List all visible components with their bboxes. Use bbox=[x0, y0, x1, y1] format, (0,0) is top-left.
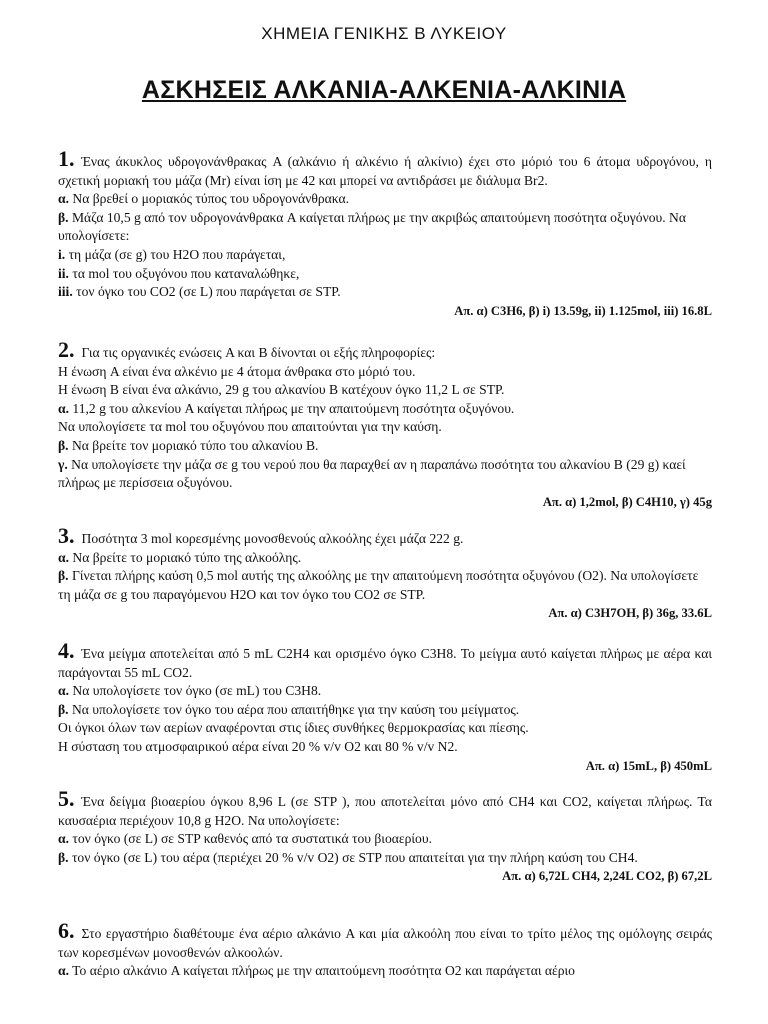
exercise-2-part-c: γ. Να υπολογίσετε την μάζα σε g του νερού που θα παραχθεί αν η παραπάνω ποσότητα του αλκανίου B (29 g) καεί πλήρως με περίσσεια οξυγόνου. bbox=[58, 456, 686, 491]
exercise-2-line-2: Η ένωση B είναι ένα αλκάνιο, 29 g του αλκανίου B κατέχουν όγκο 11,2 L σε STP. bbox=[58, 382, 505, 398]
exercise-1-answer: Απ. α) C3H6, β) i) 13.59g, ii) 1.125mol, iii) 16.8L bbox=[454, 303, 712, 318]
exercise-5 bbox=[58, 786, 712, 886]
exercise-2 bbox=[58, 337, 712, 511]
exercise-2-part-b: β. Να βρείτε τον μοριακό τύπο του αλκανίου B. bbox=[58, 437, 319, 453]
exercise-1-item-i: i. τη μάζα (σε g) του H2O που παράγεται, bbox=[58, 246, 286, 262]
exercise-number: 1. bbox=[58, 146, 75, 171]
exercise-number: 3. bbox=[58, 523, 75, 548]
exercise-4-part-a: α. Να υπολογίσετε τον όγκο (σε mL) του C3H8. bbox=[58, 683, 322, 699]
exercise-3-part-b: β. Γίνεται πλήρης καύση 0,5 mol αυτής της αλκοόλης με την απαιτούμενη ποσότητα οξυγόνου (O2). Να υπολογίσετε τη μάζα σε g του παραγόμενου H2O και τον όγκο του CO2 σε STP. bbox=[58, 568, 699, 602]
exercise-1-item-ii: ii. τα mol του οξυγόνου που καταναλώθηκε, bbox=[58, 265, 300, 281]
exercise-4-answer: Απ. α) 15mL, β) 450mL bbox=[585, 758, 712, 773]
exercise-6 bbox=[58, 918, 712, 981]
exercise-number: 6. bbox=[58, 918, 75, 943]
page-title: ΑΣΚΗΣΕΙΣ ΑΛΚΑΝΙΑ-ΑΛΚΕΝΙΑ-ΑΛΚΙΝΙΑ bbox=[141, 76, 627, 104]
exercise-4-part-b: β. Να υπολογίσετε τον όγκο του αέρα που απαιτήθηκε για την καύση του μείγματος. bbox=[58, 701, 520, 717]
exercise-1-part-a: α. Να βρεθεί ο μοριακός τύπος του υδρογονάνθρακα. bbox=[58, 191, 350, 207]
exercise-3-intro: 3. Ποσότητα 3 mol κορεσμένης μονοσθενούς αλκοόλης έχει μάζα 222 g. bbox=[58, 523, 464, 548]
exercise-3-answer: Απ. α) C3H7OH, β) 36g, 33.6L bbox=[548, 606, 712, 621]
exercise-3-part-a: α. Να βρείτε το μοριακό τύπο της αλκοόλης. bbox=[58, 549, 302, 565]
exercise-2-line-1: Η ένωση A είναι ένα αλκένιο με 4 άτομα άνθρακα στο μόριό του. bbox=[58, 363, 416, 379]
exercise-number: 2. bbox=[58, 337, 75, 362]
exercise-5-part-b: β. τον όγκο (σε L) του αέρα (περιέχει 20 % v/v O2) σε STP που απαιτείται για την πλήρη καύση του CH4. bbox=[58, 849, 638, 865]
exercise-5-intro: 5. Ένα δείγμα βιοαερίου όγκου 8,96 L (σε STP ), που αποτελείται μόνο από CH4 και CO2, καίγεται πλήρως. Τα καυσαέρια περιέχουν 10,8 g H2O. Να υπολογίσετε: bbox=[58, 786, 712, 828]
exercise-6-part-a: α. Το αέριο αλκάνιο A καίγεται πλήρως με την απαιτούμενη ποσότητα O2 και παράγεται αέριο bbox=[58, 963, 575, 979]
exercise-2-intro: 2. Για τις οργανικές ενώσεις A και B δίνονται οι εξής πληροφορίες: bbox=[58, 337, 436, 362]
exercise-5-answer: Απ. α) 6,72L CH4, 2,24L CO2, β) 67,2L bbox=[502, 869, 712, 884]
exercise-1-item-iii: iii. τον όγκο του CO2 (σε L) που παράγεται σε STP. bbox=[58, 284, 341, 300]
exercise-4-line-2: Η σύσταση του ατμοσφαιρικού αέρα είναι 20 % v/v O2 και 80 % v/v N2. bbox=[58, 738, 458, 754]
exercise-2-part-a: α. 11,2 g του αλκενίου A καίγεται πλήρως με την απαιτούμενη ποσότητα οξυγόνου. bbox=[58, 400, 515, 416]
exercise-1-part-b: β. Μάζα 10,5 g από τον υδρογονάνθρακα A καίγεται πλήρως με την ακριβώς απαιτούμενη ποσότητα οξυγόνου. Να υπολογίσετε: bbox=[58, 209, 686, 244]
page-header: ΧΗΜΕΙΑ ΓΕΝΙΚΗΣ Β ΛΥΚΕΙΟΥ bbox=[261, 24, 507, 43]
exercise-4-intro: 4. Ένα μείγμα αποτελείται από 5 mL C2H4 και ορισμένο όγκο C3H8. Το μείγμα αυτό καίγεται πλήρως με αέρα και παράγονται 55 mL CO2. bbox=[58, 638, 712, 680]
exercise-1-intro: 1. Ένας άκυκλος υδρογονάνθρακας A (αλκάνιο ή αλκένιο ή αλκίνιο) έχει στο μόριό του 6 άτομα υδρογόνου, η σχετική μοριακή του μάζα (Mr) είναι ίση με 42 και μπορεί να αντιδράσει με διάλυμα Br2. bbox=[58, 146, 712, 188]
exercise-4 bbox=[58, 638, 712, 775]
exercise-6-intro: 6. Στο εργαστήριο διαθέτουμε ένα αέριο αλκάνιο A και μία αλκοόλη που είναι το τρίτο μέλος της ομόλογης σειράς των κορεσμένων μονοσθενών αλκοολών. bbox=[58, 918, 712, 960]
exercise-2-answer: Απ. α) 1,2mol, β) C4H10, γ) 45g bbox=[542, 494, 712, 509]
exercise-4-line-1: Οι όγκοι όλων των αερίων αναφέρονται στις ίδιες συνθήκες θερμοκρασίας και πίεσης. bbox=[58, 720, 529, 736]
exercise-2-part-a-cont: Να υπολογίσετε τα mol του οξυγόνου που απαιτούνται για την καύση. bbox=[58, 419, 442, 435]
exercise-1 bbox=[58, 146, 712, 320]
exercise-number: 5. bbox=[58, 786, 75, 811]
exercise-number: 4. bbox=[58, 638, 75, 663]
exercise-3 bbox=[58, 523, 712, 623]
exercise-5-part-a: α. τον όγκο (σε L) σε STP καθενός από τα συστατικά του βιοαερίου. bbox=[58, 831, 432, 847]
